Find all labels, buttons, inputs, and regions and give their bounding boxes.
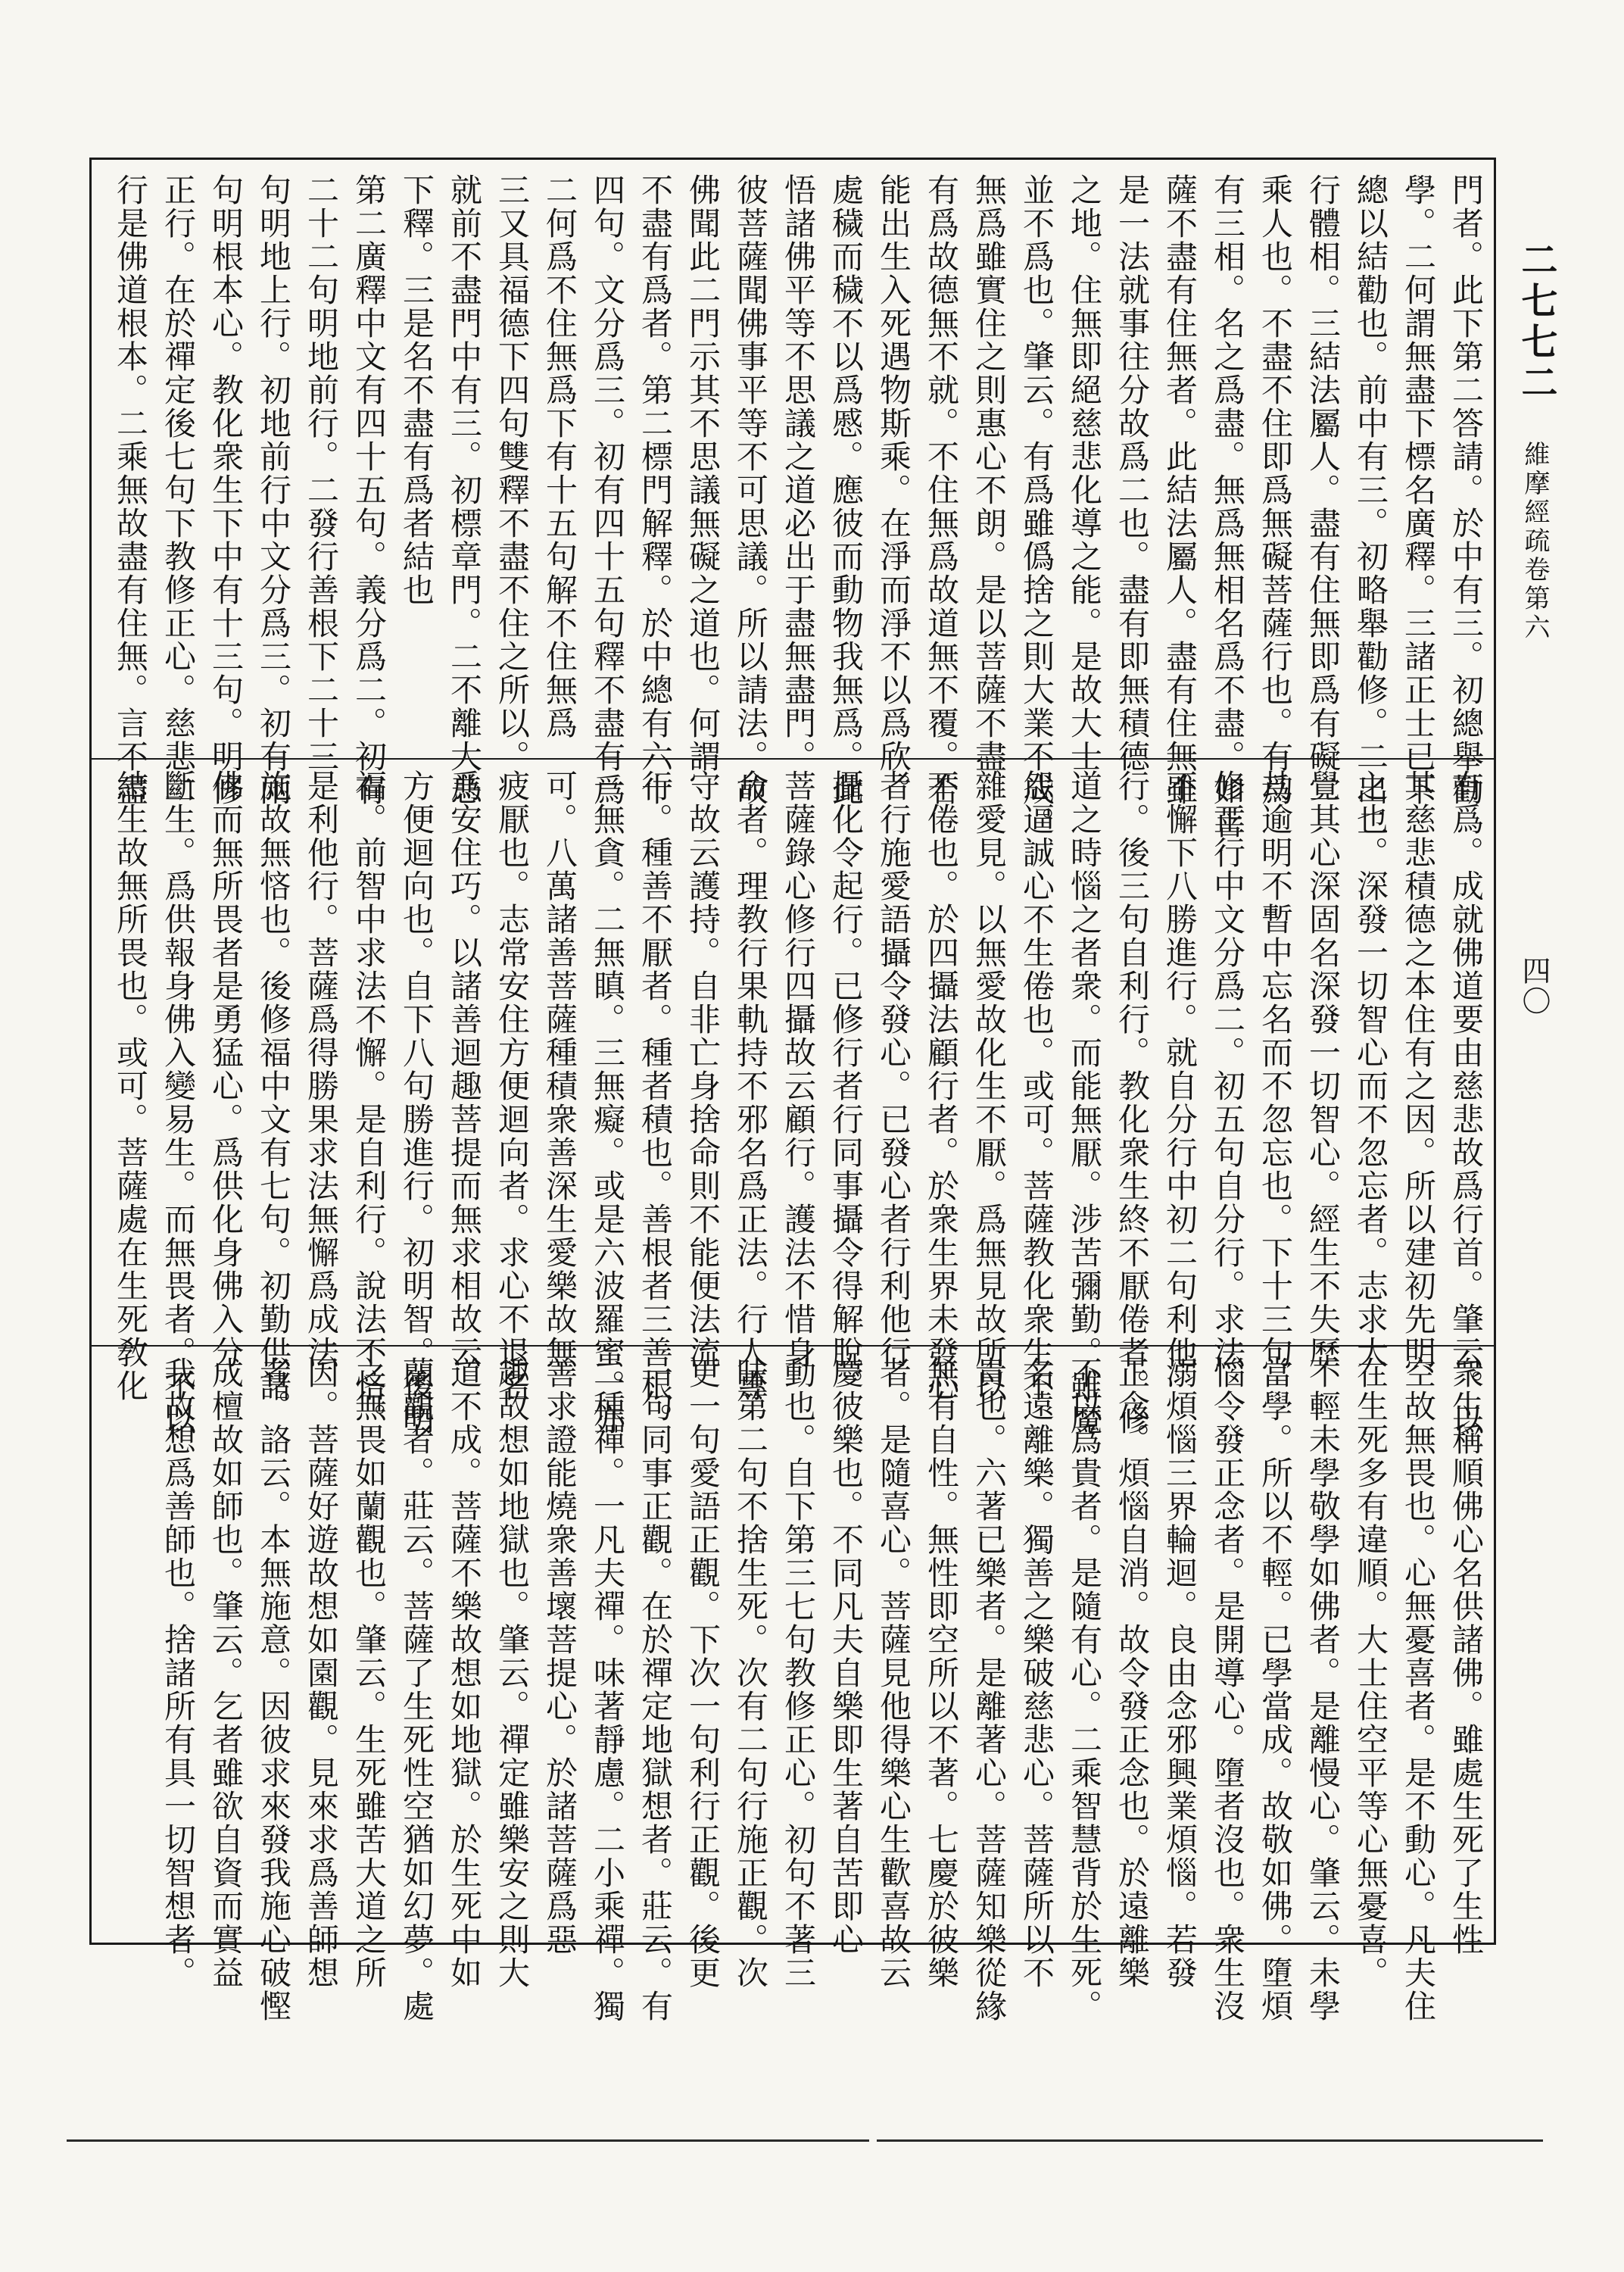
text-column: 惱令發正念者。是開導心。墮者沒也。衆生沒 [1209, 1356, 1246, 2023]
text-column: 方便迴向也。自下八句勝進行。初明智。後明 [398, 769, 435, 1436]
page-number: 二七七二 [1515, 241, 1557, 404]
text-column: 覺其心深固名深發一切智心。經生不失歷 [1304, 769, 1342, 1369]
text-column: 成檀故如師也。肇云。乞者雖欲自資而實益 [207, 1356, 245, 1990]
text-column: 溺煩惱三界輪迴。良由念邪興業煩惱。若發 [1161, 1356, 1199, 1990]
text-column: 其慈悲積德之本住有之因。所以建初先明 [1400, 769, 1437, 1369]
text-column: 道不成。菩薩不樂故想如地獄。於生死中如 [446, 1356, 483, 1990]
text-column: 當學。所以不輕。已學當成。故敬如佛。墮煩 [1257, 1356, 1294, 2023]
text-column: 不倦也。於四攝法顧行者。於衆生界未發心 [923, 769, 960, 1403]
text-column: 在生死多有違順。大士住空平等心無憂喜。 [1352, 1356, 1389, 1990]
text-column: 者行施愛語攝令發心。已發心者行利他行 [875, 769, 912, 1369]
text-column: 有爲。成就佛道要由慈悲故爲行首。肇云。以 [1448, 769, 1485, 1436]
text-column: 乘人也。不盡不住即爲無礙菩薩行也。有爲 [1257, 173, 1294, 807]
text-column: 怨逼誠心不生倦也。或可。菩薩教化衆生不 [1018, 769, 1055, 1403]
text-column: 就前不盡門中有三。初標章門。二不離大悲 [446, 173, 483, 807]
text-column: 並不爲也。肇云。有爲雖僞捨之則大業不成。 [1018, 173, 1055, 840]
text-column: 慶彼樂也。不同凡夫自樂即生著自苦即心 [828, 1356, 865, 1956]
text-column: 正念。煩惱自消。故令發正念也。於遠離樂 [1114, 1356, 1151, 1990]
text-column: 行體相。三結法屬人。盡有住無即爲有礙二 [1304, 173, 1342, 807]
text-column: 施故無悋也。後修福中文有七句。初勤供諸 [255, 769, 292, 1403]
text-column: 菩薩錄心修行四攝故云顧行。護法不惜身 [780, 769, 817, 1369]
text-column: 守故云護持。自非亡身捨命則不能便法流 [684, 769, 722, 1369]
text-column: 昧第二句不捨生死。次有二句行施正觀。次 [732, 1356, 769, 1990]
text-column: 一句同事正觀。在於禪定地獄想者。莊云。有 [637, 1356, 674, 2023]
text-column: 因。菩薩好遊故想如園觀。見來求爲善師想 [303, 1356, 340, 1990]
text-column: 斷生。爲供報身佛入變易生。而無畏者。不以 [160, 769, 197, 1436]
text-column: 二十二句明地前行。二發行善根下二十三 [303, 173, 340, 773]
text-column: 衆生稱順佛心名供諸佛。雖處生死了生性 [1448, 1356, 1485, 1956]
text-column: 道之時惱之者衆。而能無厭。涉苦彌勤。雖魔 [1066, 769, 1103, 1436]
text-column: 一無貪。二無瞋。三無癡。或是六波羅蜜。亦 [589, 769, 626, 1436]
text-column: 佛聞此二門示其不思議無礙之道也。何謂 [684, 173, 722, 773]
text-column: 悟諸佛平等不思議之道必出于盡無盡門。 [780, 173, 817, 773]
text-column: 攝化令起行。已修行者行同事攝令得解脫。 [828, 769, 865, 1403]
text-column: 者。是隨喜心。菩薩見他得樂心生歡喜故云 [875, 1356, 912, 1990]
text-column: 善求證能燒衆善壞菩提心。於諸菩薩爲惡 [541, 1356, 578, 1956]
text-column: 可。八萬諸善菩薩種積衆善深生愛樂故無 [541, 769, 578, 1369]
text-column: 雜愛見。以無愛故化生不厭。爲無見故所以 [971, 769, 1008, 1403]
text-column: 無爲雖實住之則惠心不朗。是以菩薩不盡 [971, 173, 1008, 773]
text-column: 之也。深發一切智心而不忽忘者。志求大 [1352, 769, 1389, 1369]
text-column: 疲厭也。志常安住方便迴向者。求心不退名 [494, 769, 531, 1403]
text-column: 彼菩薩聞佛事平等不可思議。所以請法。故 [732, 173, 769, 807]
text-column: 趣故想如地獄也。肇云。禪定雖樂安之則大 [494, 1356, 531, 1990]
text-column: 動也。自下第三七句教修正心。初句不著三 [780, 1356, 817, 1990]
text-column: 二何爲不住無爲下有十五句解不住無爲 [541, 173, 578, 740]
text-column: 之無畏如蘭觀也。肇云。生死雖苦大道之所 [351, 1356, 388, 1990]
text-column: 正行。在於禪定後七句下教修正心。慈悲二 [160, 173, 197, 807]
side-number: 四〇 [1517, 956, 1551, 1016]
text-column: 學。二何謂無盡下標名廣釋。三諸正士已下 [1400, 173, 1437, 807]
text-column: 我故想爲善師也。捨諸所有具一切智想者。 [160, 1356, 197, 1990]
text-column: 更一句愛語正觀。下次一句利行正觀。後更 [684, 1356, 722, 1990]
text-column: 二種禪。一凡夫禪。味著靜慮。二小乘禪。獨 [589, 1356, 626, 2023]
text-column: 三又具福德下四句雙釋不盡不住之所以。 [494, 173, 531, 773]
text-column: 句明根本心。教化衆生下中有十三句。明修 [207, 173, 245, 807]
text-column: 爲安住巧。以諸善迴趣菩提而無求相故云 [446, 769, 483, 1369]
text-column: 是利他行。菩薩爲得勝果求法無懈爲成法 [303, 769, 340, 1369]
text-column: 有爲故德無不就。不住無爲故道無不覆。若 [923, 173, 960, 807]
text-column: 佛而無所畏者是勇猛心。爲供化身佛入分 [207, 769, 245, 1369]
text-column: 命者。理教行果軌持不邪名爲正法。行人專 [732, 769, 769, 1403]
text-column: 名遠離樂。獨善之樂破慈悲心。菩薩所以不 [1018, 1356, 1055, 1990]
text-column: 之地。住無即絕慈悲化導之能。是故大士 [1066, 173, 1103, 773]
text-column: 四句。文分爲三。初有四十五句釋不盡有爲 [589, 173, 626, 807]
text-column: 結生故無所畏也。或可。菩薩處在生死敎化 [112, 769, 149, 1403]
footer-rule-left [67, 2139, 869, 2142]
text-column: 薩不盡有住無者。此結法屬人。盡有住無雖 [1161, 173, 1199, 807]
text-column: 下釋。三是名不盡有爲者結也 [398, 173, 435, 607]
text-column: 句明地上行。初地前行中文分爲三。初有兩 [255, 173, 292, 807]
text-column: 能出生入死遇物斯乘。在淨而淨不以爲欣。 [875, 173, 912, 807]
text-column: 貴也。六著已樂者。是離著心。菩薩知樂從緣 [971, 1356, 1008, 2023]
text-column: 總以結勸也。前中有三。初略舉勸修。二出二 [1352, 173, 1389, 840]
book-title: 維摩經疏卷第六 [1520, 441, 1550, 642]
text-column: 處穢而穢不以爲慼。應彼而動物我無爲。此 [828, 173, 865, 807]
text-column: 不以爲貴者。是隨有心。二乘智慧背於生死。 [1066, 1356, 1103, 2023]
text-column: 行。種善不厭者。種者積也。善根者三善根。 [637, 769, 674, 1436]
text-column: 無有自性。無性即空所以不著。七慶於彼樂 [923, 1356, 960, 1990]
text-column: 第二廣釋中文有四十五句。義分爲二。初有 [351, 173, 388, 807]
text-column: 福。前智中求法不懈。是自利行。說法不悋。 [351, 769, 388, 1436]
text-column: 劫逾明不暫中忘名而不忽忘也。下十三句 [1257, 769, 1294, 1369]
text-column: 不懈下八勝進行。就自分行中初二句利他 [1161, 769, 1199, 1369]
text-column: 者。詻云。本無施意。因彼求來發我施心破慳 [255, 1356, 292, 2023]
middle-text-band [92, 769, 1494, 1436]
text-column: 不盡有爲者。第二標門解釋。於中總有六十 [637, 173, 674, 807]
text-column: 修正行中文分爲二。初五句自分行。求法 [1209, 769, 1246, 1369]
text-column: 空故無畏也。心無憂喜者。是不動心。凡夫住 [1400, 1356, 1437, 2023]
text-column: 門者。此下第二答請。於中有三。初總舉勸 [1448, 173, 1485, 807]
text-frame [89, 158, 1496, 2023]
top-text-band [92, 173, 1494, 840]
text-column: 行。後三句自利行。教化衆生終不厭倦者。修 [1114, 769, 1151, 1436]
text-column: 不輕未學敬學如佛者。是離慢心。肇云。未學 [1304, 1356, 1342, 2023]
bottom-text-band [92, 1356, 1494, 2023]
footer-rule-right [877, 2139, 1543, 2142]
text-column: 行是佛道根本。二乘無故盡有住無。言不盡 [112, 173, 149, 807]
text-column: 有三相。名之爲盡。無爲無相名爲不盡。如菩 [1209, 173, 1246, 840]
text-column: 是一法就事往分故爲二也。盡有即無積德 [1114, 173, 1151, 773]
text-column: 蘭觀者。莊云。菩薩了生死性空猶如幻夢。處 [398, 1356, 435, 2023]
